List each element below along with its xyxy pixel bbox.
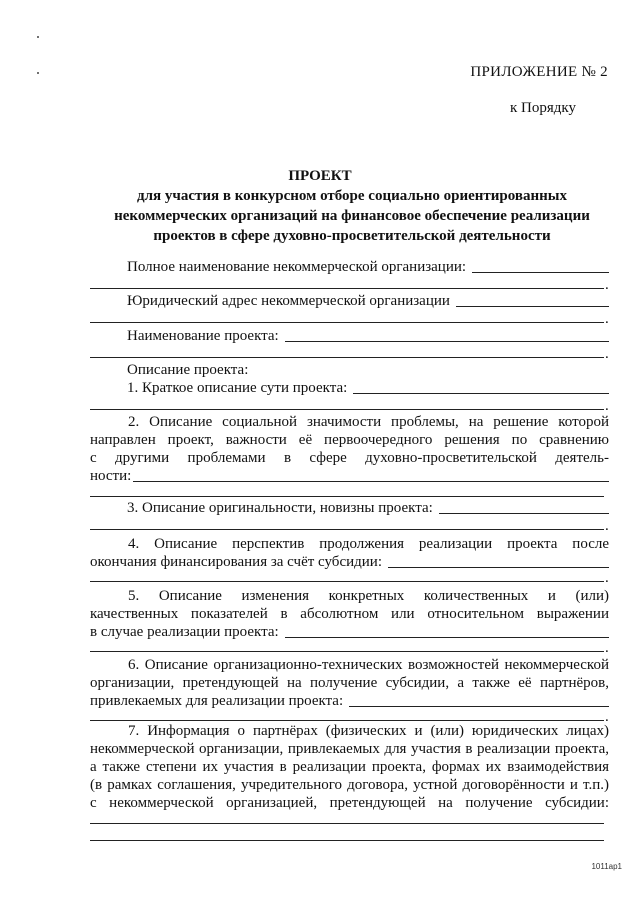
order-reference: к Порядку xyxy=(510,100,576,116)
item1-continuation-line[interactable] xyxy=(90,409,604,410)
item4-label: окончания финансирования за счёт субсидии: xyxy=(90,554,382,570)
item5-field[interactable] xyxy=(90,623,609,641)
org-name-continuation-line[interactable] xyxy=(90,288,604,289)
item7-answer-line[interactable] xyxy=(90,840,604,841)
line-end-dot: . xyxy=(605,311,609,327)
project-name-field[interactable] xyxy=(127,327,609,345)
legal-address-continuation-line[interactable] xyxy=(90,322,604,323)
item6-line: 6. Описание организационно-технических возможностей некоммерческой xyxy=(128,657,609,673)
document-subtitle xyxy=(90,186,614,246)
item5-continuation-line[interactable] xyxy=(90,651,604,652)
item2-continuation-line[interactable] xyxy=(90,496,604,497)
item3-continuation-line[interactable] xyxy=(90,529,604,530)
item7-line: некоммерческой организации, привлекаемых для участия в реализации проекта, xyxy=(90,741,609,757)
item2-label: ности: xyxy=(90,468,132,484)
annex-label: ПРИЛОЖЕНИЕ № 2 xyxy=(470,64,608,80)
legal-address-label: Юридический адрес некоммерческой организации xyxy=(127,293,450,309)
item1-label: 1. Краткое описание сути проекта: xyxy=(127,380,348,396)
item6-label: привлекаемых для реализации проекта: xyxy=(90,693,344,709)
item5-label: в случае реализации проекта: xyxy=(90,624,279,640)
item1-field[interactable] xyxy=(127,379,609,397)
item4-continuation-line[interactable] xyxy=(90,581,604,582)
item3-field[interactable] xyxy=(127,499,609,517)
item2-field[interactable] xyxy=(90,467,609,485)
subtitle-line: для участия в конкурсном отборе социально ориентированных xyxy=(137,188,567,204)
item2-line: с другими проблемами в сфере духовно-просветительской деятель- xyxy=(90,450,609,466)
line-end-dot: . xyxy=(605,709,609,725)
item6-field[interactable] xyxy=(90,692,609,710)
item3-label: 3. Описание оригинальности, новизны проекта: xyxy=(127,500,433,516)
line-end-dot: . xyxy=(605,346,609,362)
item7-line: 7. Информация о партнёрах (физических и (или) юридических лицах) xyxy=(128,723,609,739)
project-name-label: Наименование проекта: xyxy=(127,328,279,344)
subtitle-line: проектов в сфере духовно-просветительской деятельности xyxy=(153,228,551,244)
item2-line: направлен проект, важности её первоочередного решения по сравнению xyxy=(90,432,609,448)
item7-line: (в рамках соглашения, учредительного договора, устной договорённости и т.п.) xyxy=(90,777,609,793)
line-end-dot: . xyxy=(605,277,609,293)
line-end-dot: . xyxy=(605,570,609,586)
project-name-continuation-line[interactable] xyxy=(90,357,604,358)
line-end-dot: . xyxy=(605,398,609,414)
scan-speck xyxy=(37,36,39,38)
item7-answer-line[interactable] xyxy=(90,823,604,824)
document-title: ПРОЕКТ xyxy=(288,168,352,184)
line-end-dot: . xyxy=(605,518,609,534)
org-name-label: Полное наименование некоммерческой организации: xyxy=(127,259,467,275)
item7-line: а также степени их участия в реализации проекта, формах их взаимодействия xyxy=(90,759,609,775)
item5-line: 5. Описание изменения конкретных количественных и (или) xyxy=(128,588,609,604)
item5-line: качественных показателей в абсолютном или относительном выражении xyxy=(90,606,609,622)
scan-speck xyxy=(37,72,39,74)
footer-code: 1011ap1 xyxy=(591,862,622,871)
line-end-dot: . xyxy=(605,640,609,656)
item6-continuation-line[interactable] xyxy=(90,720,604,721)
org-name-field[interactable] xyxy=(127,258,609,276)
subtitle-line: некоммерческих организаций на финансовое обеспечение реализации xyxy=(114,208,590,224)
item2-line: 2. Описание социальной значимости проблемы, на решение которой xyxy=(128,414,609,430)
item6-line: организации, претендующей на получение субсидии, а также её партнёров, xyxy=(90,675,609,691)
legal-address-field[interactable] xyxy=(127,292,609,310)
item4-field[interactable] xyxy=(90,553,609,571)
project-description-heading: Описание проекта: xyxy=(127,362,249,378)
item7-line: с некоммерческой организацией, претендующей на получение субсидии: xyxy=(90,795,609,811)
item4-line: 4. Описание перспектив продолжения реализации проекта после xyxy=(128,536,609,552)
